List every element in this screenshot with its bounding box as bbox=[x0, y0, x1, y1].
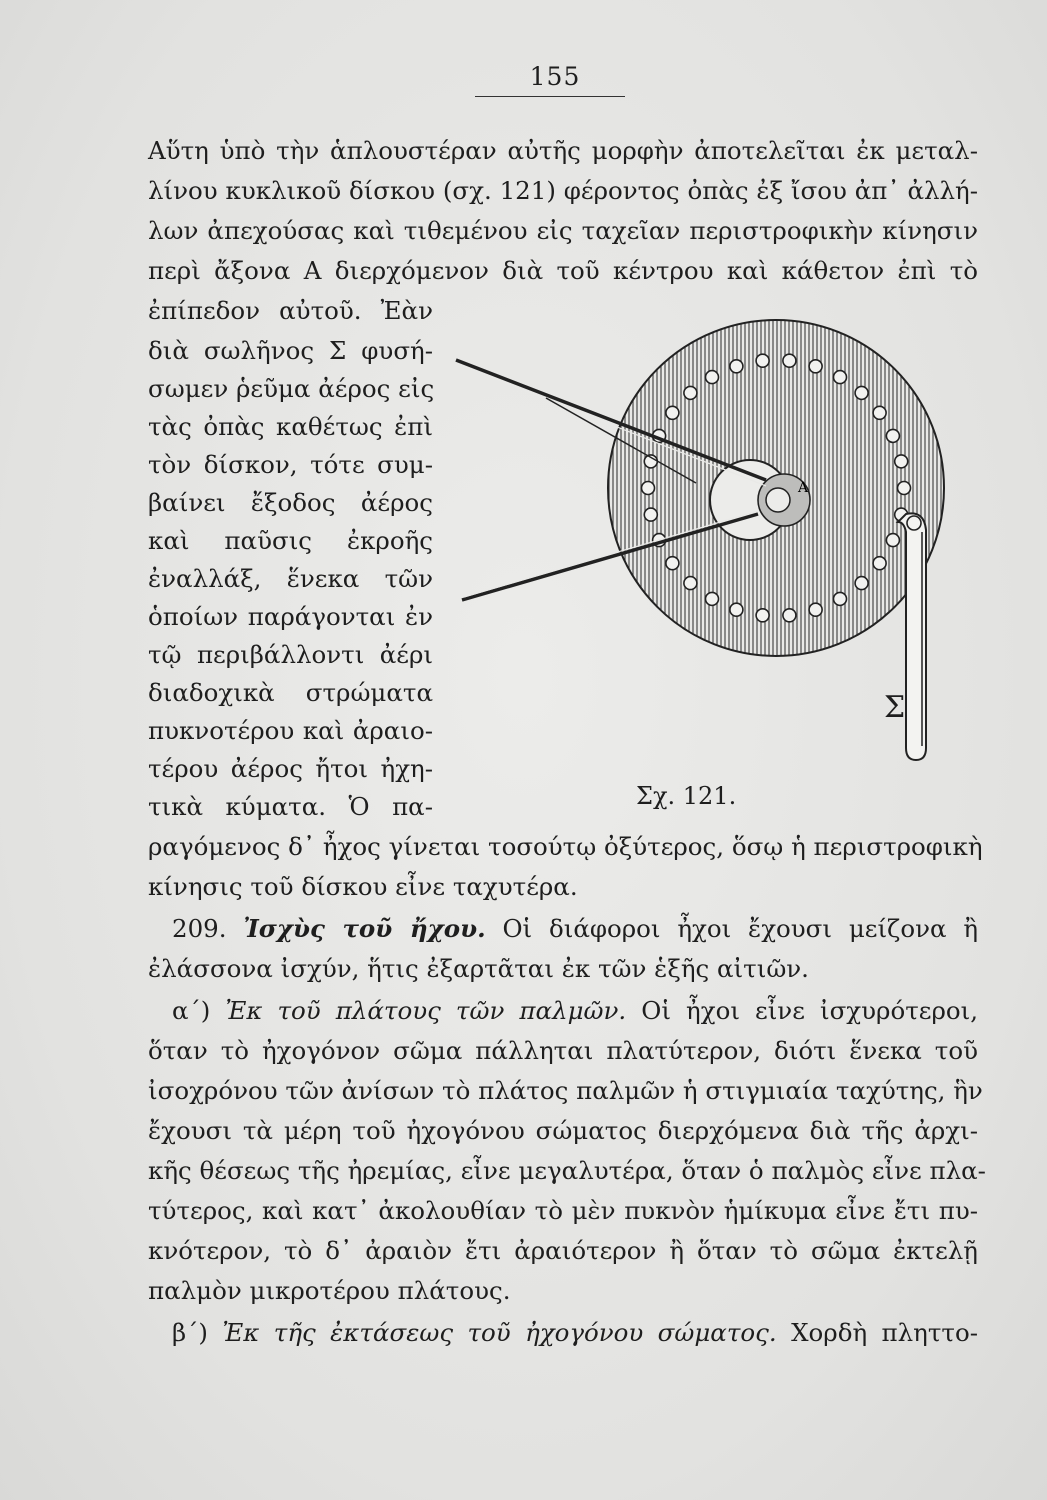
item-a-label: α΄) bbox=[172, 996, 211, 1025]
axle-center bbox=[766, 488, 790, 512]
disk-hole bbox=[809, 360, 822, 373]
disk-hole bbox=[684, 386, 697, 399]
text-line: βαίνει ἔξοδος ἀέρος bbox=[148, 488, 433, 517]
text-line: λων ἀπεχούσας καὶ τιθεμένου εἰς ταχεῖαν περιστροφικὴν κίνησιν bbox=[148, 216, 978, 245]
text-line: πυκνοτέρου καὶ ἀραιο- bbox=[148, 716, 433, 745]
text-line: λίνου κυκλικοῦ δίσκου (σχ. 121) φέροντος ὀπὰς ἐξ ἴσου ἀπ᾽ ἀλλή- bbox=[148, 176, 978, 205]
disk-hole bbox=[895, 455, 908, 468]
text-line: Αὕτη ὑπὸ τὴν ἁπλουστέραν αὐτῆς μορφὴν ἀποτελεῖται ἐκ μεταλ- bbox=[148, 136, 978, 165]
text-line: καὶ παῦσις ἐκροῆς bbox=[148, 526, 433, 555]
section-text: Οἱ διάφοροι ἦχοι ἔχουσι μείζονα ἢ bbox=[502, 914, 979, 943]
text-line: τῷ περιβάλλοντι ἀέρι bbox=[148, 640, 433, 669]
disk-hole bbox=[756, 354, 769, 367]
tube-label: Σ bbox=[884, 690, 906, 725]
disk-hole bbox=[809, 603, 822, 616]
disk-hole bbox=[730, 360, 743, 373]
item-a-text: Οἱ ἦχοι εἶνε ἰσχυρότεροι, bbox=[641, 996, 978, 1025]
section-heading-line bbox=[172, 914, 978, 944]
disk-hole bbox=[706, 371, 719, 384]
disk-hole bbox=[756, 609, 769, 622]
item-a-title: Ἐκ τοῦ πλάτους τῶν παλμῶν. bbox=[225, 996, 627, 1025]
text-line: κνότερον, τὸ δ᾽ ἀραιὸν ἔτι ἀραιότερον ἢ ὅταν τὸ σῶμα ἐκτελῇ bbox=[148, 1236, 978, 1265]
disk-hole bbox=[873, 406, 886, 419]
text-line: ἐπίπεδον αὐτοῦ. Ἐὰν bbox=[148, 296, 433, 325]
text-line: περὶ ἄξονα Α διερχόμενον διὰ τοῦ κέντρου καὶ κάθετον ἐπὶ τὸ bbox=[148, 256, 978, 285]
text-line: διαδοχικὰ στρώματα bbox=[148, 678, 433, 707]
figure-caption: Σχ. 121. bbox=[636, 782, 737, 810]
disk-hole bbox=[834, 592, 847, 605]
item-b-title: Ἐκ τῆς ἐκτάσεως τοῦ ἠχογόνου σώματος. bbox=[222, 1318, 777, 1347]
header-rule bbox=[475, 96, 625, 97]
text-line: ἰσοχρόνου τῶν ἀνίσων τὸ πλάτος παλμῶν ἡ στιγμιαία ταχύτης, ἣν bbox=[148, 1076, 983, 1105]
disk-hole bbox=[783, 609, 796, 622]
disk-hole bbox=[886, 429, 899, 442]
text-line: διὰ σωλῆνος Σ φυσή- bbox=[148, 336, 433, 365]
disk-hole bbox=[706, 592, 719, 605]
disk-hole bbox=[666, 557, 679, 570]
text-line: τικὰ κύματα. Ὁ πα- bbox=[148, 792, 433, 821]
section-number: 209. bbox=[172, 914, 227, 943]
text-line: τὰς ὀπὰς καθέτως ἐπὶ bbox=[148, 412, 433, 441]
section-title: Ἰσχὺς τοῦ ἤχου. bbox=[243, 914, 486, 943]
text-line: ἐλάσσονα ἰσχύν, ἥτις ἐξαρτᾶται ἐκ τῶν ἑξῆς αἰτιῶν. bbox=[148, 954, 809, 983]
text-line: παλμὸν μικροτέρου πλάτους. bbox=[148, 1276, 511, 1305]
disk-hole bbox=[834, 371, 847, 384]
disk-hole bbox=[783, 354, 796, 367]
disk-hole bbox=[886, 534, 899, 547]
item-b-heading-line bbox=[172, 1318, 978, 1348]
item-b-text: Χορδὴ πληττο- bbox=[791, 1318, 978, 1347]
text-line: κῆς θέσεως τῆς ἠρεμίας, εἶνε μεγαλυτέρα, ὅταν ὁ παλμὸς εἶνε πλα- bbox=[148, 1156, 986, 1185]
text-line: σωμεν ῥεῦμα ἀέρος εἰς bbox=[148, 374, 435, 403]
disk-hole bbox=[666, 406, 679, 419]
axis-label: Α bbox=[798, 480, 809, 496]
text-line: τέρου ἀέρος ἤτοι ἠχη- bbox=[148, 754, 433, 783]
disk-hole bbox=[642, 482, 655, 495]
text-line: τύτερος, καὶ κατ᾽ ἀκολουθίαν τὸ μὲν πυκνὸν ἡμίκυμα εἶνε ἔτι πυ- bbox=[148, 1196, 978, 1225]
text-line: τὸν δίσκον, τότε συμ- bbox=[148, 450, 433, 479]
item-a-heading-line bbox=[172, 996, 978, 1026]
disk-hole bbox=[730, 603, 743, 616]
disk-hole bbox=[873, 557, 886, 570]
disk-hole bbox=[684, 577, 697, 590]
text-line: κίνησις τοῦ δίσκου εἶνε ταχυτέρα. bbox=[148, 872, 578, 901]
page-number: 155 bbox=[529, 62, 581, 91]
disk-hole bbox=[855, 577, 868, 590]
text-line: ἔχουσι τὰ μέρη τοῦ ἠχογόνου σώματος διερχόμενα διὰ τῆς ἀρχι- bbox=[148, 1116, 978, 1145]
text-line: ἐναλλάξ, ἕνεκα τῶν bbox=[148, 564, 433, 593]
item-b-label: β΄) bbox=[172, 1318, 208, 1347]
disk-hole bbox=[644, 508, 657, 521]
text-line: ὁποίων παράγονται ἐν bbox=[148, 602, 433, 631]
text-line: ραγόμενος δ᾽ ἦχος γίνεται τοσούτῳ ὀξύτερος, ὅσῳ ἡ περιστροφικὴ bbox=[148, 832, 983, 861]
disk-hole bbox=[898, 482, 911, 495]
text-line: ὅταν τὸ ἠχογόνον σῶμα πάλληται πλατύτερον, διότι ἕνεκα τοῦ bbox=[148, 1036, 978, 1065]
disk-hole bbox=[855, 386, 868, 399]
